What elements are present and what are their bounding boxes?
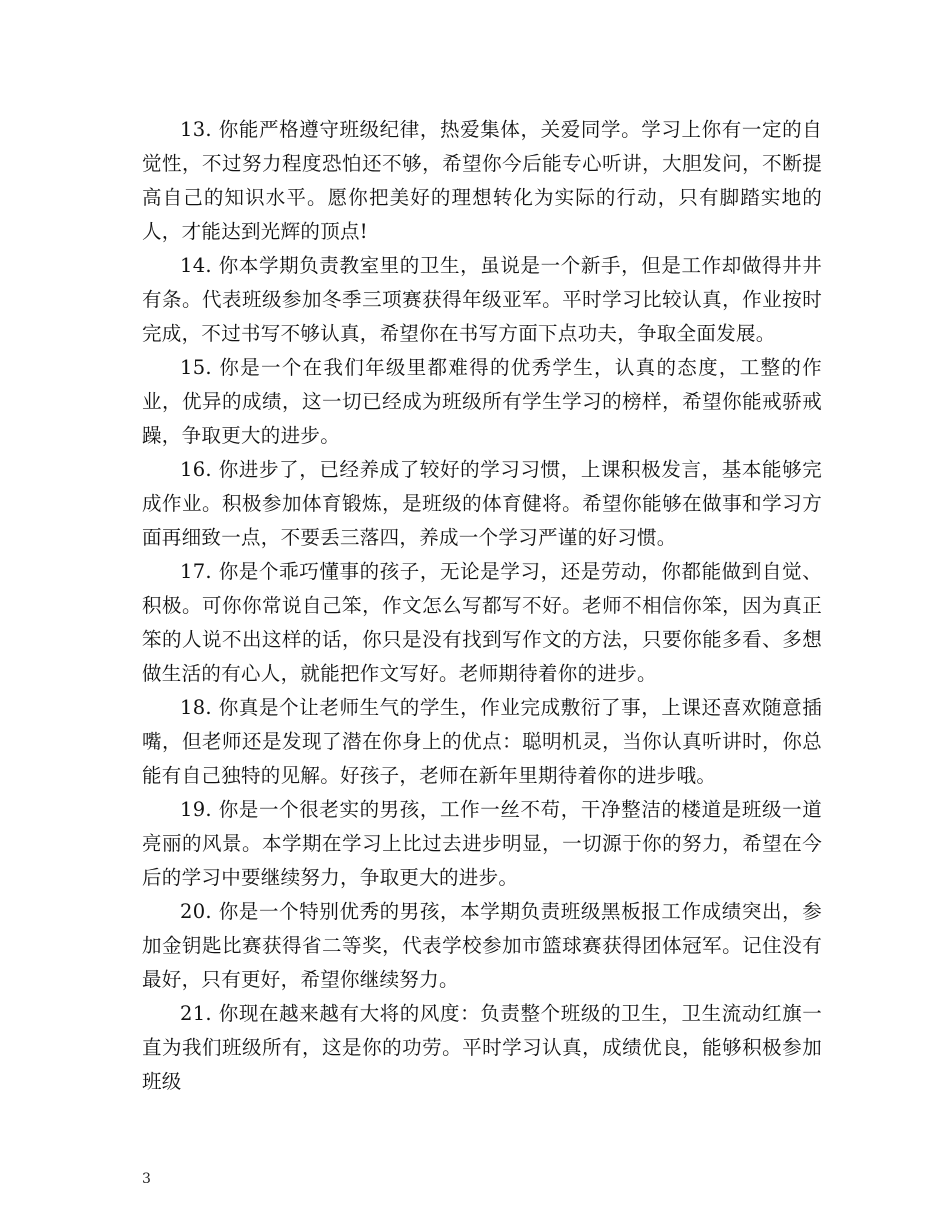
paragraph-16: 16. 你进步了，已经养成了较好的学习习惯，上课积极发言，基本能够完成作业。积极参加体育锻炼，是班级的体育健将。希望你能够在做事和学习方面再细致一点，不要丢三落四，养成一个学习严谨的好习惯。 [142, 458, 822, 549]
paragraph-21: 21. 你现在越来越有大将的风度：负责整个班级的卫生，卫生流动红旗一直为我们班级所有，这是你的功劳。平时学习认真，成绩优良，能够积极参加班级 [142, 1002, 822, 1093]
document-body [142, 113, 822, 1099]
page-number: 3 [142, 1171, 151, 1187]
paragraph-13: 13. 你能严格遵守班级纪律，热爱集体，关爱同学。学习上你有一定的自觉性，不过努力程度恐怕还不够，希望你今后能专心听讲，大胆发问，不断提高自己的知识水平。愿你把美好的理想转化为实际的行动，只有脚踏实地的人，才能达到光辉的顶点! [142, 118, 822, 243]
paragraph-14: 14. 你本学期负责教室里的卫生，虽说是一个新手，但是工作却做得井井有条。代表班级参加冬季三项赛获得年级亚军。平时学习比较认真，作业按时完成，不过书写不够认真，希望你在书写方面下点功夫，争取全面发展。 [142, 254, 822, 345]
paragraph-18: 18. 你真是个让老师生气的学生，作业完成敷衍了事，上课还喜欢随意插嘴，但老师还是发现了潜在你身上的优点：聪明机灵，当你认真听讲时，你总能有自己独特的见解。好孩子，老师在新年里期待着你的进步哦。 [142, 696, 822, 787]
paragraph-20: 20. 你是一个特别优秀的男孩，本学期负责班级黑板报工作成绩突出，参加金钥匙比赛获得省二等奖，代表学校参加市篮球赛获得团体冠军。记住没有最好，只有更好，希望你继续努力。 [142, 900, 822, 991]
paragraph-19: 19. 你是一个很老实的男孩，工作一丝不苟，干净整洁的楼道是班级一道亮丽的风景。本学期在学习上比过去进步明显，一切源于你的努力，希望在今后的学习中要继续努力，争取更大的进步。 [142, 798, 822, 889]
paragraph-15: 15. 你是一个在我们年级里都难得的优秀学生，认真的态度，工整的作业，优异的成绩，这一切已经成为班级所有学生学习的榜样，希望你能戒骄戒躁，争取更大的进步。 [142, 356, 822, 447]
paragraph-17: 17. 你是个乖巧懂事的孩子，无论是学习，还是劳动，你都能做到自觉、积极。可你你常说自己笨，作文怎么写都写不好。老师不相信你笨，因为真正笨的人说不出这样的话，你只是没有找到写作文的方法，只要你能多看、多想做生活的有心人，就能把作文写好。老师期待着你的进步。 [142, 560, 822, 685]
